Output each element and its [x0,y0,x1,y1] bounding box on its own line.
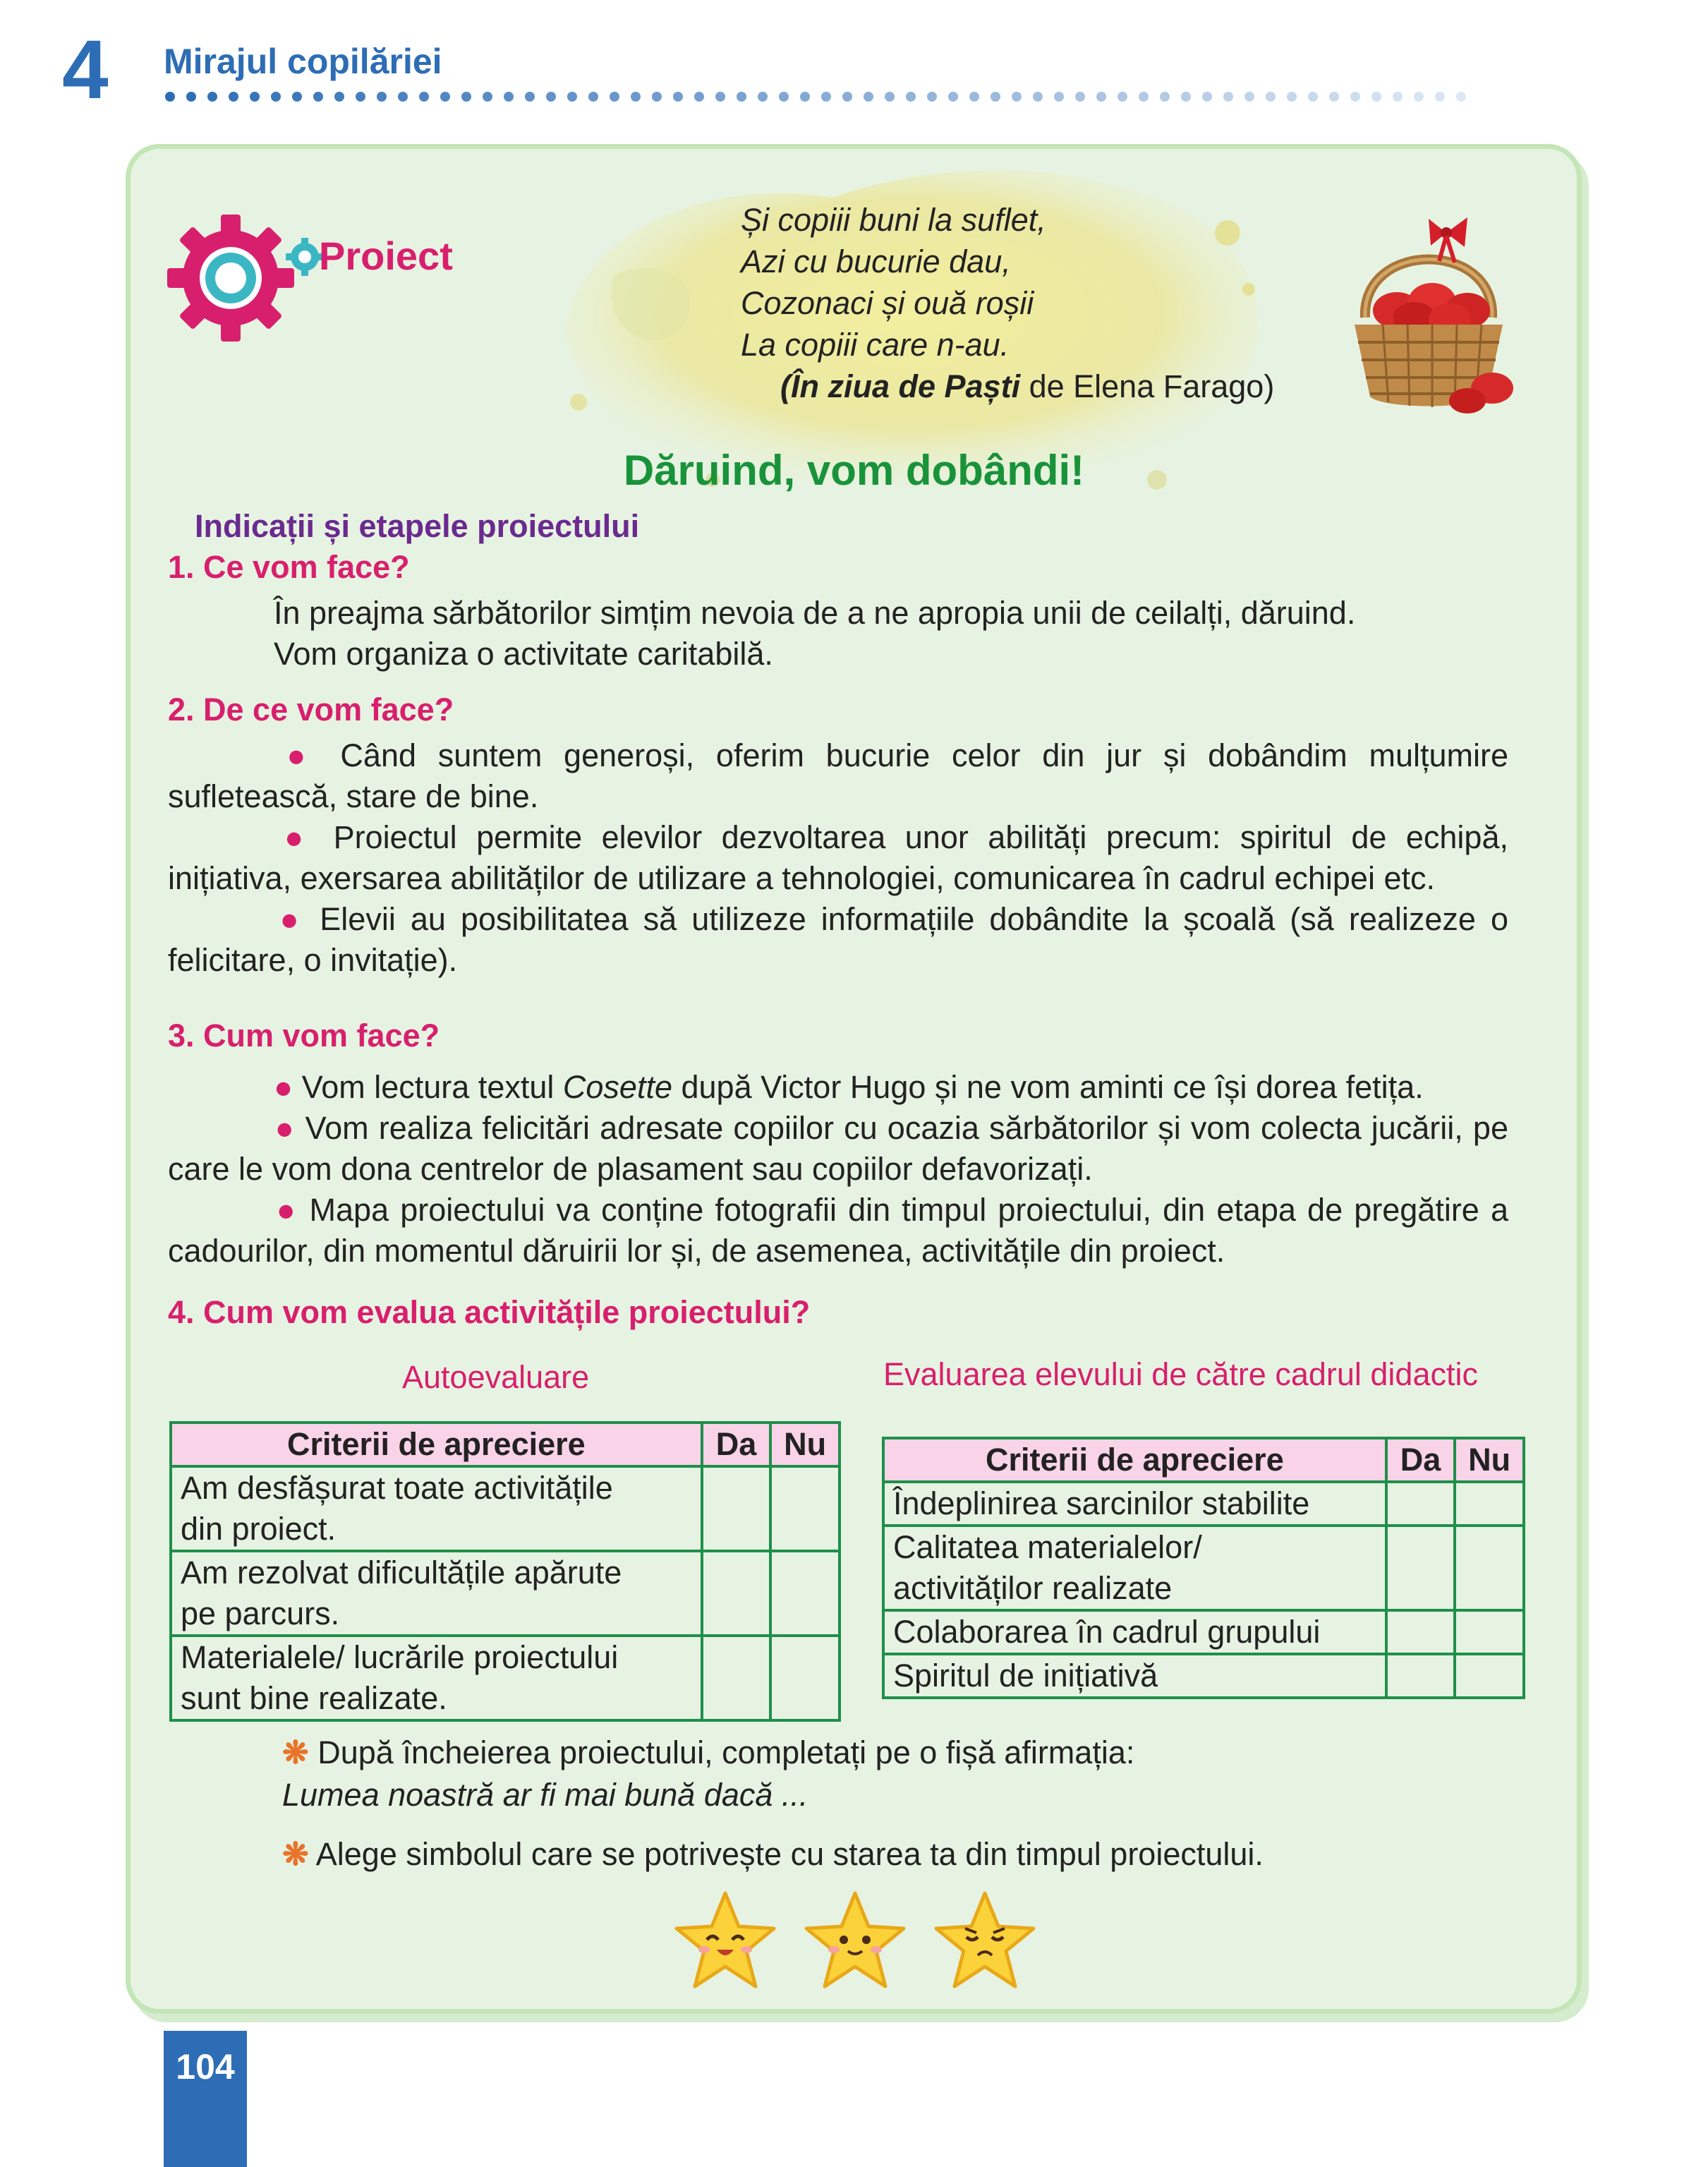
rule-dot [927,92,937,102]
rule-dot [546,92,556,102]
table-row [883,1526,1524,1610]
rule-dot [991,92,1000,102]
nu-checkbox-cell[interactable] [770,1551,840,1636]
poem-line: Și copiii buni la suflet, [741,202,1046,238]
rule-dot [1456,92,1466,102]
teacher-eval-table [882,1437,1525,1699]
rule-dot [864,92,873,102]
note-prompt: Lumea noastră ar fi mai bună dacă ... [282,1777,808,1813]
column-header: Nu [770,1423,840,1466]
rule-dot [969,92,979,102]
page-number: 104 [176,2047,235,2087]
dotted-rule [164,90,1476,103]
table-row [171,1466,840,1551]
rule-dot [737,92,746,102]
rule-dot [1287,92,1297,102]
rule-dot [588,92,598,102]
rule-dot [377,92,387,102]
rule-dot [1414,92,1424,102]
table-row [883,1482,1524,1526]
nu-checkbox-cell[interactable] [1455,1482,1524,1526]
poem-line: Cozonaci și ouă roșii [741,285,1034,321]
rule-dot [715,92,725,102]
teacher-eval-title: Evaluarea elevului de către cadrul didactic [883,1356,1478,1392]
self-eval-table [169,1421,841,1722]
rule-dot [1033,92,1043,102]
easter-egg-basket-icon [1333,212,1524,416]
column-header: Criterii de apreciere [171,1423,702,1466]
rule-dot [1096,92,1106,102]
rule-dot [673,92,683,102]
rule-dot [525,92,535,102]
rule-dot [779,92,789,102]
book-title: Cosette [562,1069,672,1105]
nu-checkbox-cell[interactable] [1455,1654,1524,1698]
rule-dot [250,92,260,102]
rule-dot [1308,92,1318,102]
text-line: Vom organiza o activitate caritabilă. [274,636,773,672]
rule-dot [631,92,641,102]
poem-source-title: (În ziua de Paști [780,368,1021,404]
rule-dot [1329,92,1339,102]
nu-checkbox-cell[interactable] [1455,1526,1524,1610]
criterion-cell: Materialele/ lucrările proiectului sunt bine realizate. [171,1636,702,1720]
column-header: Nu [1455,1438,1524,1482]
rule-dot [948,92,958,102]
rule-dot [800,92,810,102]
section-1-text [274,593,1508,675]
rule-dot [292,92,302,102]
chapter-title: Mirajul copilăriei [164,42,442,81]
note-2 [282,1833,1264,1876]
section-1-title: 1. Ce vom face? [168,549,410,585]
rule-dot [1350,92,1360,102]
list-item: ● Când suntem generoși, oferim bucurie celor din jur și dobândim mulțumire sufletească, stare de bine. [168,737,1508,814]
text-line: În preajma sărbătorilor simțim nevoia de a ne apropia unii de ceilalți, dăruind. [274,595,1356,631]
rule-dot [440,92,450,102]
rule-dot [1118,92,1127,102]
da-checkbox-cell[interactable] [1386,1482,1455,1526]
rule-dot [1266,92,1276,102]
rule-dot [1139,92,1149,102]
da-checkbox-cell[interactable] [702,1466,771,1551]
smiling-star-icon[interactable] [806,1893,904,1986]
rule-dot [1075,92,1085,102]
da-checkbox-cell[interactable] [1386,1526,1455,1610]
bullet-text: Mapa proiectului va conține fotografii din timpul proiectului, din etapa de pregătire a cadourilor, din momentul dăruirii lor și, de asemenea, activitățile din proiect. [168,1192,1508,1269]
criterion-cell: Am desfășurat toate activitățile din proiect. [171,1466,702,1551]
criterion-cell: Am rezolvat dificultățile apărute pe parcurs. [171,1551,702,1636]
section-3-text [168,1067,1508,1272]
list-item: ● Vom lectura textul Cosette după Victor Hugo și ne vom aminti ce își dorea fetița. [274,1069,1424,1105]
bullet-text: Proiectul permite elevilor dezvoltarea unor abilități precum: spiritul de echipă, inițiativa, exersarea abilităților de utilizare a tehnologiei, comunicarea în cadrul echipei etc. [168,819,1508,896]
poem-line: Azi cu bucurie dau, [741,243,1011,279]
asterisk-icon: ❋ [282,1836,309,1872]
rule-dot [1435,92,1445,102]
list-item: ● Elevii au posibilitatea să utilizeze informațiile dobândite la școală (să realizeze o felicitare, o invitație). [168,901,1508,978]
chapter-number: 4 [62,23,109,116]
da-checkbox-cell[interactable] [1386,1654,1455,1698]
poem-source [741,366,1274,407]
note-text: Alege simbolul care se potrivește cu starea ta din timpul proiectului. [315,1836,1264,1872]
table-header-row [171,1423,840,1466]
rule-dot [229,92,238,102]
rule-dot [758,92,768,102]
rule-dot [1202,92,1212,102]
poem [741,199,1274,407]
rule-dot [313,92,323,102]
mood-stars [670,1881,1037,2000]
happy-star-icon[interactable] [677,1893,774,1986]
rule-dot [1244,92,1254,102]
rule-dot [906,92,916,102]
rule-dot [334,92,344,102]
table-row [171,1636,840,1720]
table-row [883,1610,1524,1654]
rule-dot [419,92,429,102]
list-item: ● Vom realiza felicitări adresate copiilor cu ocazia sărbătorilor și vom colecta jucării, pe care le vom dona centrelor de plasament sau copiilor defavorizați. [168,1110,1508,1187]
rule-dot [1393,92,1403,102]
rule-dot [652,92,662,102]
section-2-text [168,735,1508,981]
section-2-title: 2. De ce vom face? [168,692,454,728]
nu-checkbox-cell[interactable] [770,1636,840,1720]
poem-source-author: de Elena Farago) [1020,368,1275,404]
gear-icon [164,207,326,349]
table-row [171,1551,840,1636]
project-label: Proiect [319,234,453,278]
column-header: Da [702,1423,771,1466]
rule-dot [1181,92,1191,102]
rule-dot [1223,92,1233,102]
rule-dot [186,92,196,102]
rule-dot [694,92,704,102]
nu-checkbox-cell[interactable] [1455,1610,1524,1654]
criterion-cell: Spiritul de inițiativă [883,1654,1386,1698]
rule-dot [461,92,471,102]
table-header-row [883,1438,1524,1482]
da-checkbox-cell[interactable] [702,1636,771,1720]
poem-line: La copiii care n-au. [741,327,1010,363]
rule-dot [821,92,831,102]
column-header: Criterii de apreciere [883,1438,1386,1482]
rule-dot [567,92,577,102]
rule-dot [271,92,281,102]
bullet-text: Elevii au posibilitatea să utilizeze informațiile dobândite la școală (să realizeze o felicitare, o invitație). [168,901,1508,978]
rule-dot [1054,92,1064,102]
sad-star-icon[interactable] [936,1893,1034,1986]
project-headline: Dăruind, vom dobândi! [623,447,1085,494]
note-1 [282,1732,1134,1816]
self-eval-title: Autoevaluare [402,1359,590,1395]
column-header: Da [1386,1438,1455,1482]
rule-dot [842,92,852,102]
rule-dot [165,92,175,102]
list-item: ● Mapa proiectului va conține fotografii din timpul proiectului, din etapa de pregătire a cadourilor, din momentul dăruirii lor și, de asemenea, activitățile din proiect. [168,1192,1508,1269]
rule-dot [1160,92,1170,102]
criterion-cell: Îndeplinirea sarcinilor stabilite [883,1482,1386,1526]
rule-dot [610,92,619,102]
nu-checkbox-cell[interactable] [770,1466,840,1551]
criterion-cell: Colaborarea în cadrul grupului [883,1610,1386,1654]
da-checkbox-cell[interactable] [1386,1610,1455,1654]
rule-dot [356,92,365,102]
criterion-cell: Calitatea materialelor/ activităților realizate [883,1526,1386,1610]
note-text: După încheierea proiectului, completați pe o fișă afirmația: [317,1734,1135,1770]
rule-dot [885,92,895,102]
section-4-title: 4. Cum vom evalua activitățile proiectului? [168,1294,811,1330]
list-item: ● Proiectul permite elevilor dezvoltarea unor abilități precum: spiritul de echipă, inițiativa, exersarea abilităților de utilizare a tehnologiei, comunicarea în cadrul echipei etc. [168,819,1508,896]
rule-dot [483,92,492,102]
rule-dot [207,92,217,102]
project-subheading: Indicații și etapele proiectului [195,508,640,544]
bullet-text: Când suntem generoși, oferim bucurie celor din jur și dobândim mulțumire sufletească, stare de bine. [168,737,1508,814]
bullet-text: Vom realiza felicitări adresate copiilor cu ocazia sărbătorilor și vom colecta jucării, pe care le vom dona centrelor de plasament sau copiilor defavorizați. [168,1110,1508,1187]
rule-dot [1012,92,1022,102]
table-row [883,1654,1524,1698]
da-checkbox-cell[interactable] [702,1551,771,1636]
rule-dot [1371,92,1381,102]
section-3-title: 3. Cum vom face? [168,1018,440,1054]
rule-dot [504,92,514,102]
rule-dot [398,92,408,102]
asterisk-icon: ❋ [282,1734,309,1770]
